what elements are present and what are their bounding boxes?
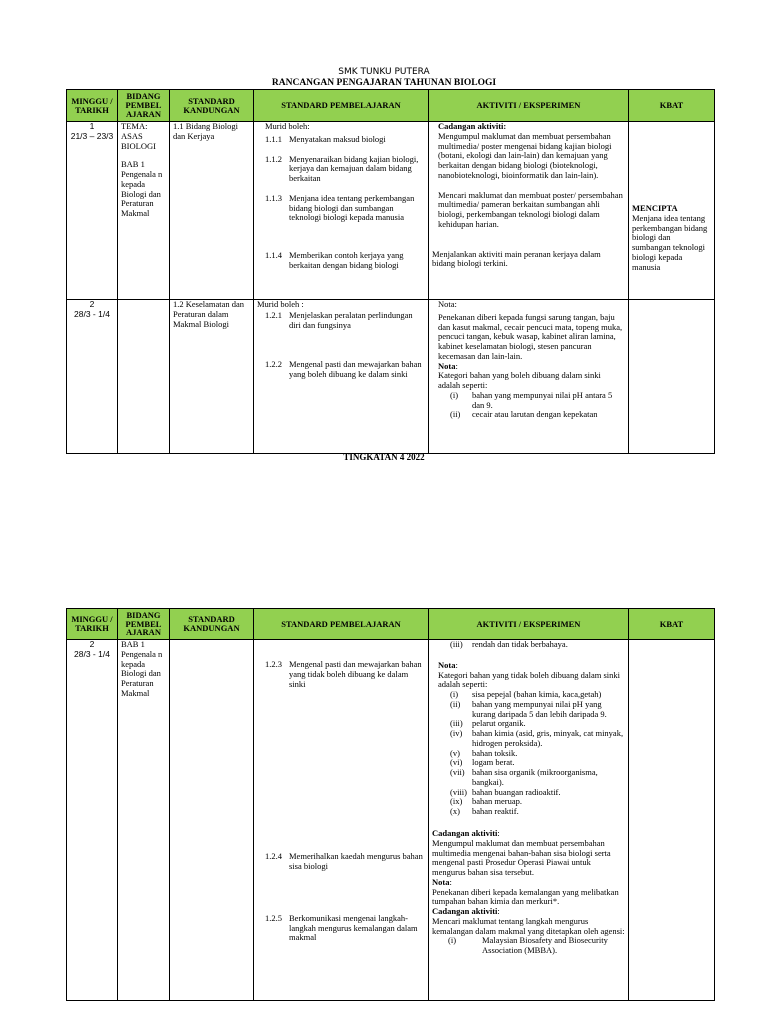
list-item: (v) bahan toksik. (450, 747, 518, 758)
sp-text: Menyatakan maksud biologi (289, 133, 386, 144)
document-title: RANCANGAN PENGAJARAN TAHUNAN BIOLOGI (271, 78, 497, 88)
plan-table-page2 (66, 608, 715, 1001)
list-item: (ii) bahan yang mempunyai nilai pH yang kurang daripada 5 dan lebih daripada 9. (450, 698, 607, 719)
col-learning-standard: STANDARD PEMBELAJARAN (254, 90, 429, 122)
list-item: (ii) cecair atau larutan dengan kepekatan (450, 409, 598, 420)
sp-number: 1.2.5 (265, 912, 282, 923)
week-number: 2 (89, 299, 95, 309)
note-text: Kategori bahan yang tidak boleh dibuang dalam sinki adalah seperti: (438, 669, 620, 690)
col-area: BIDANG PEMBEL AJARAN (118, 90, 170, 122)
activity-text: Mengumpul maklumat dan membuat persembahan multimedia mengenai bahan-bahan sisa biologi serta mengenal pasti Prosedur Operasi Piawai untuk mengurus bahan sisa tersebut. (432, 837, 611, 878)
sp-text: Mengenal pasti dan mewajarkan bahan yang tidak boleh dibuang ke dalam sinki (289, 659, 422, 689)
school-name: SMK TUNKU PUTERA (338, 67, 430, 77)
activity-text: Mengumpul maklumat dan membuat persembahan multimedia/ poster mengenai bidang kajian biologi (botani, ekologi dan lain-lain) dan kemajuan yang berkaitan dengan bidang biologi (bioteknologi, nanobioteknologi, bioinformatik dan lain-lain). (438, 130, 612, 180)
note-text: Penekanan diberi kepada fungsi sarung tangan, baju dan kasut makmal, cecair pencuci mata, topeng muka, pencuci tangan, kebuk wasap, kabinet aliran lamina, kabinet keselamatan biologi, stesen pancuran kecemasan dan lain-lain. (438, 311, 623, 361)
note-heading: Nota: (438, 299, 457, 309)
sp-text: Mengenal pasti dan mewajarkan bahan yang boleh dibuang ke dalam sinki (289, 359, 422, 380)
week-cell (67, 122, 118, 300)
col-content-standard: STANDARD KANDUNGAN (170, 609, 254, 640)
list-item: (i) Malaysian Biosafety and Biosecurity Association (MBBA). (448, 935, 608, 956)
table-row (67, 640, 715, 1001)
table-header-row (67, 90, 715, 122)
list-item: (viii) bahan buangan radioaktif. (450, 786, 561, 797)
kbat-heading: MENCIPTA (632, 203, 678, 213)
sp-item (257, 194, 425, 223)
sp-number: 1.2.2 (265, 359, 282, 370)
col-kbat: KBAT (629, 90, 715, 122)
sp-intro: Murid boleh: (265, 121, 310, 131)
sp-item (257, 135, 425, 145)
sp-number: 1.1.3 (265, 192, 282, 203)
list-item: (iii) pelarut organik. (450, 718, 526, 729)
sp-text: Menjelaskan peralatan perlindungan diri dan fungsinya (289, 309, 413, 330)
content-standard-cell (170, 122, 254, 300)
list-item: (i) bahan yang mempunyai nilai pH antara 5 dan 9. (450, 389, 613, 410)
chapter-text: BAB 1 Pengenala n kepada Biologi dan Peraturan Makmal (121, 159, 163, 219)
sp-item (257, 914, 425, 943)
content-standard-cell (170, 640, 254, 1001)
week-cell (67, 300, 118, 454)
content-standard-text: 1.2 Keselamatan dan Peraturan dalam Makmal Biologi (173, 299, 245, 329)
table-row (67, 300, 715, 454)
sp-item (257, 360, 425, 380)
activity-text: Mencari maklumat dan membuat poster/ persembahan multimedia/ pameran berkaitan sumbangan ahli biologi, perkembangan teknologi biologi dalam kehidupan harian. (438, 189, 623, 229)
activity-heading: Cadangan aktiviti: (432, 906, 500, 917)
note-text: Penekanan diberi kepada kemalangan yang melibatkan tumpahan bahan kimia dan merkuri*. (432, 886, 619, 907)
sp-number: 1.1.2 (265, 153, 282, 164)
area-cell (118, 300, 170, 454)
sp-item (257, 311, 425, 331)
content-standard-text: 1.1 Bidang Biologi dan Kerjaya (173, 121, 238, 141)
activity-heading: Cadangan aktiviti: (438, 121, 507, 131)
col-activity: AKTIVITI / EKSPERIMEN (429, 609, 629, 640)
sp-intro: Murid boleh : (257, 299, 304, 309)
sp-text: Memerihalkan kaedah mengurus bahan sisa biologi (289, 851, 423, 872)
list-item: (vi) logam berat. (450, 757, 515, 768)
area-cell (118, 122, 170, 300)
sp-number: 1.2.4 (265, 851, 282, 862)
activity-text: Mencari maklumat tentang langkah mengurus kemalangan dalam makmal yang ditetapkan oleh agensi: (432, 915, 625, 936)
list-item: (ix) bahan meruap. (450, 796, 523, 807)
activity-cell (429, 122, 629, 300)
col-content-standard: STANDARD KANDUNGAN (170, 90, 254, 122)
week-number: 1 (89, 121, 95, 131)
sp-number: 1.2.1 (265, 309, 282, 320)
list-item: (i) sisa pepejal (bahan kimia, kaca,getah) (450, 689, 602, 700)
activity-text: Menjalankan aktiviti main peranan kerjaya dalam bidang biologi terkini. (432, 248, 601, 269)
note-heading: Nota: (432, 876, 452, 887)
week-date: 21/3 – 23/3 (70, 130, 114, 141)
sp-item (257, 852, 425, 872)
sp-item (257, 155, 425, 184)
area-cell (118, 640, 170, 1001)
sp-text: Menjana idea tentang perkembangan bidang biologi dan sumbangan teknologi biologi kepada manusia (289, 192, 415, 223)
note-heading: Nota: (438, 659, 458, 670)
table-row (67, 122, 715, 300)
week-date: 28/3 - 1/4 (74, 648, 110, 659)
chapter-text: BAB 1 Pengenala n kepada Biologi dan Peraturan Makmal (121, 639, 163, 698)
kbat-text: Menjana idea tentang perkembangan bidang biologi dan sumbangan teknologi biologi kepada manusia (632, 212, 708, 272)
col-week: MINGGU / TARIKH (67, 609, 118, 640)
col-area: BIDANG PEMBEL AJARAN (118, 609, 170, 640)
plan-table-page1 (66, 89, 715, 454)
kbat-cell (629, 122, 715, 300)
col-activity: AKTIVITI / EKSPERIMEN (429, 90, 629, 122)
sp-text: Memberikan contoh kerjaya yang berkaitan dengan bidang biologi (289, 250, 404, 270)
kbat-cell (629, 640, 715, 1001)
sp-text: Berkomunikasi mengenai langkah-langkah mengurus kemalangan dalam makmal (289, 912, 418, 943)
learning-standard-cell (254, 122, 429, 300)
activity-heading: Cadangan aktiviti: (432, 828, 500, 839)
note-text: Kategori bahan yang boleh dibuang dalam sinki adalah seperti: (438, 370, 601, 391)
week-number: 2 (89, 639, 95, 649)
sp-number: 1.1.4 (265, 250, 282, 261)
page-footer: TINGKATAN 4 2022 (343, 452, 425, 462)
theme-text: TEMA: ASAS BIOLOGI (121, 121, 156, 151)
list-item: (vii) bahan sisa organik (mikroorganisma, bangkai). (450, 767, 598, 787)
learning-standard-cell (254, 300, 429, 454)
col-kbat: KBAT (629, 609, 715, 640)
note-heading: Nota: (438, 360, 458, 371)
sp-item (257, 660, 425, 689)
sp-number: 1.1.1 (265, 133, 282, 144)
list-item: (iii) rendah dan tidak berbahaya. (450, 639, 568, 649)
activity-cell (429, 300, 629, 454)
kbat-cell (629, 300, 715, 454)
week-date: 28/3 - 1/4 (74, 308, 110, 319)
sp-text: Menyenaraikan bidang kajian biologi, kerjaya dan kemajuan dalam bidang berkaitan (289, 153, 419, 184)
activity-cell (429, 640, 629, 1001)
list-item: (iv) bahan kimia (asid, gris, minyak, cat minyak, hidrogen peroksida). (450, 728, 624, 748)
sp-number: 1.2.3 (265, 659, 282, 669)
sp-item (257, 251, 425, 271)
col-week: MINGGU / TARIKH (67, 90, 118, 122)
week-cell (67, 640, 118, 1001)
content-standard-cell (170, 300, 254, 454)
table-header-row (67, 609, 715, 640)
col-learning-standard: STANDARD PEMBELAJARAN (254, 609, 429, 640)
learning-standard-cell (254, 640, 429, 1001)
list-item: (x) bahan reaktif. (450, 806, 519, 817)
